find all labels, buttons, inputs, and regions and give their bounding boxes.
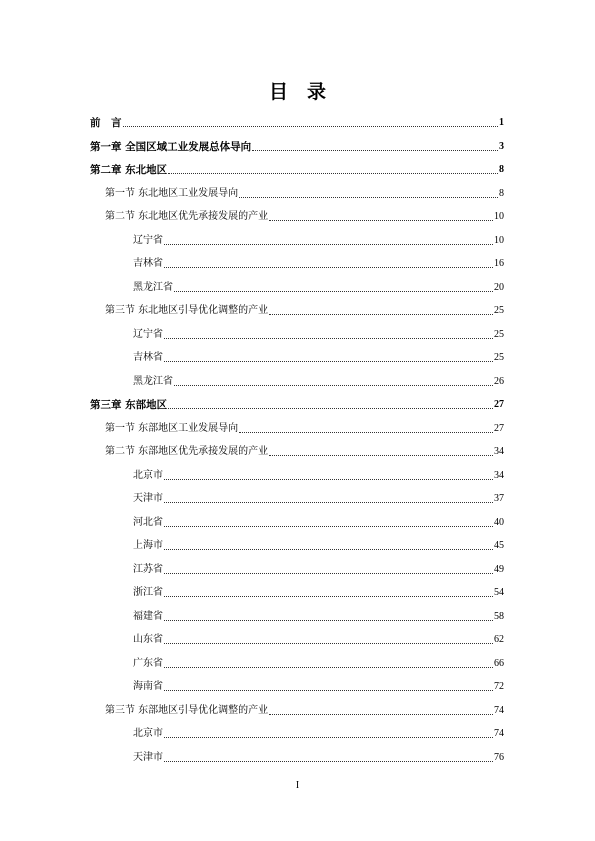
toc-entry-page: 16 (494, 258, 504, 269)
toc-entry[interactable] (133, 559, 504, 577)
toc-entry-label: 江苏省 (133, 563, 163, 575)
toc-entry-page: 27 (494, 422, 504, 434)
toc-dot-leader (164, 760, 493, 762)
toc-entry[interactable] (133, 629, 504, 647)
toc-entry-page: 8 (499, 187, 504, 199)
toc-entry-page: 25 (494, 305, 504, 316)
toc-title: 目 录 (268, 81, 326, 103)
toc-dot-leader (164, 642, 493, 644)
toc-dot-leader (174, 384, 493, 386)
toc-entry-label: 第一节 东部地区工业发展导向 (105, 422, 239, 434)
toc-entry-page: 66 (494, 657, 504, 669)
toc-entry-label: 吉林省 (133, 258, 163, 269)
toc-dot-leader (164, 595, 493, 597)
toc-entry-page: 72 (494, 681, 504, 692)
toc-entry-label: 河北省 (133, 516, 163, 528)
toc-entry[interactable] (90, 112, 504, 130)
toc-entry-page: 25 (494, 328, 504, 340)
toc-entry-page: 3 (499, 140, 504, 152)
toc-entry-page: 10 (494, 211, 504, 222)
toc-entry-label: 上海市 (133, 540, 163, 551)
toc-entry[interactable] (133, 465, 504, 483)
toc-entry[interactable] (133, 324, 504, 342)
toc-entry[interactable] (105, 418, 504, 436)
toc-entry-label: 第二章 东北地区 (90, 164, 168, 176)
toc-dot-leader (168, 172, 498, 174)
toc-dot-leader (252, 149, 498, 151)
toc-dot-leader (168, 407, 493, 409)
toc-entry-page: 54 (494, 587, 504, 598)
toc-entry-page: 26 (494, 375, 504, 387)
toc-entry-label: 第三章 东部地区 (90, 399, 168, 411)
toc-entry-page: 27 (494, 399, 504, 410)
toc-entry-label: 天津市 (133, 751, 163, 763)
toc-dot-leader (164, 572, 493, 574)
toc-entry[interactable] (133, 582, 504, 600)
toc-entry[interactable] (133, 676, 504, 694)
toc-entry-label: 山东省 (133, 634, 163, 645)
toc-entry-page: 74 (494, 704, 504, 716)
toc-entry[interactable] (133, 488, 504, 506)
toc-dot-leader (164, 619, 493, 621)
toc-entry[interactable] (133, 535, 504, 553)
toc-dot-leader (239, 431, 493, 433)
page-number: I (295, 780, 300, 791)
toc-entry[interactable] (105, 206, 504, 224)
toc-entry-label: 浙江省 (133, 587, 163, 598)
toc-dot-leader (164, 548, 493, 550)
toc-entry-page: 1 (499, 117, 504, 128)
toc-entry-label: 第二节 东北地区优先承接发展的产业 (105, 211, 269, 222)
toc-entry[interactable] (90, 394, 504, 412)
toc-entry-page: 62 (494, 634, 504, 645)
toc-entry[interactable] (90, 136, 504, 154)
toc-entry-label: 北京市 (133, 728, 163, 739)
toc-dot-leader (164, 736, 493, 738)
toc-entry-page: 49 (494, 563, 504, 575)
toc-entry[interactable] (105, 441, 504, 459)
toc-dot-leader (269, 713, 493, 715)
toc-entry-page: 58 (494, 610, 504, 622)
toc-dot-leader (269, 219, 493, 221)
toc-entry-page: 37 (494, 493, 504, 504)
toc-entry[interactable] (133, 747, 504, 765)
toc-entry-label: 第二节 东部地区优先承接发展的产业 (105, 446, 269, 457)
toc-entry-label: 第三节 东部地区引导优化调整的产业 (105, 704, 269, 716)
toc-entry-label: 黑龙江省 (133, 375, 173, 387)
toc-entry[interactable] (133, 371, 504, 389)
toc-entry-label: 北京市 (133, 469, 163, 481)
toc-entry-label: 广东省 (133, 657, 163, 669)
toc-entry-page: 45 (494, 540, 504, 551)
toc-dot-leader (164, 666, 493, 668)
toc-entry[interactable] (133, 512, 504, 530)
toc-entry[interactable] (105, 183, 504, 201)
toc-dot-leader (164, 478, 493, 480)
toc-dot-leader (164, 501, 493, 503)
toc-entry-page: 20 (494, 281, 504, 293)
toc-entry-page: 34 (494, 446, 504, 457)
toc-entry[interactable] (105, 300, 504, 318)
toc-entry-label: 辽宁省 (133, 328, 163, 340)
toc-entry[interactable] (90, 159, 504, 177)
toc-entry-label: 天津市 (133, 493, 163, 504)
toc-entry[interactable] (133, 253, 504, 271)
toc-entry-label: 福建省 (133, 610, 163, 622)
toc-dot-leader (123, 125, 499, 127)
toc-entry-page: 40 (494, 516, 504, 528)
toc-entry-label: 第一章 全国区域工业发展总体导向 (90, 140, 252, 153)
toc-entry-page: 10 (494, 234, 504, 246)
toc-entry-page: 76 (494, 751, 504, 763)
toc-entry-label: 黑龙江省 (133, 281, 173, 293)
toc-dot-leader (269, 454, 493, 456)
toc-entry[interactable] (133, 347, 504, 365)
toc-entry-label: 吉林省 (133, 352, 163, 363)
toc-dot-leader (164, 525, 493, 527)
toc-entry-label: 第三节 东北地区引导优化调整的产业 (105, 305, 269, 316)
toc-entry[interactable] (133, 277, 504, 295)
toc-entry-page: 25 (494, 352, 504, 363)
toc-dot-leader (164, 266, 493, 268)
toc-dot-leader (164, 337, 493, 339)
toc-entry[interactable] (133, 723, 504, 741)
toc-entry[interactable] (133, 230, 504, 248)
toc-entry[interactable] (105, 700, 504, 718)
toc-entry[interactable] (133, 606, 504, 624)
toc-dot-leader (269, 313, 493, 315)
toc-dot-leader (164, 243, 493, 245)
toc-dot-leader (174, 290, 493, 292)
toc-entry-page: 8 (499, 164, 504, 175)
toc-entry-label: 前 言 (90, 117, 122, 129)
toc-entry-label: 第一节 东北地区工业发展导向 (105, 187, 239, 199)
toc-entry-page: 74 (494, 728, 504, 739)
toc-dot-leader (164, 360, 493, 362)
toc-dot-leader (164, 689, 493, 691)
toc-entry-page: 34 (494, 469, 504, 481)
toc-entry-label: 辽宁省 (133, 234, 163, 246)
toc-dot-leader (239, 196, 498, 198)
toc-entry-label: 海南省 (133, 681, 163, 692)
toc-entry[interactable] (133, 653, 504, 671)
